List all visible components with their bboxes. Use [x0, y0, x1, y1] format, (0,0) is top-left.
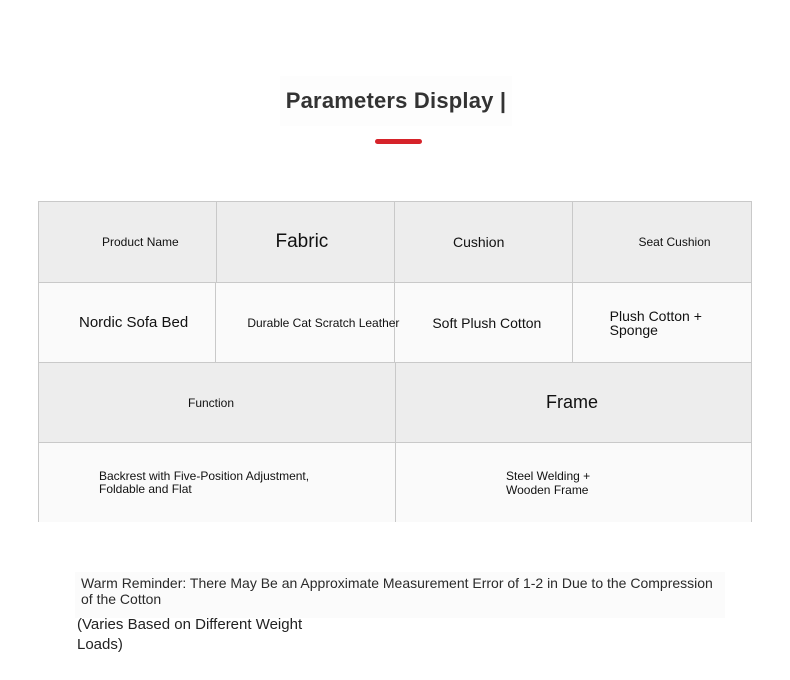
table-row: [39, 282, 751, 362]
weight-variance-note: (Varies Based on Different Weight Loads): [77, 616, 303, 653]
table-header-cell: [217, 202, 396, 282]
product-name-value: Nordic Sofa Bed: [79, 314, 189, 331]
table-header-cell: [395, 202, 573, 282]
page-title: Parameters Display |: [285, 88, 507, 113]
table-header-cell: [39, 202, 217, 282]
function-label: Function: [188, 395, 235, 410]
table-header-cell: [39, 363, 396, 442]
table-cell: [39, 443, 396, 522]
function-value: Backrest with Five-Position Adjustment, Foldable and Flat: [99, 468, 310, 496]
title-container: [280, 76, 512, 126]
product-name-label: Product Name: [102, 235, 179, 249]
table-header-cell: [396, 363, 751, 442]
fabric-label: Fabric: [275, 231, 329, 252]
table-row: [39, 362, 751, 442]
table-row: [39, 442, 751, 522]
title-underline: [375, 139, 422, 144]
cushion-value: Soft Plush Cotton: [432, 314, 542, 331]
seat-cushion-value: Plush Cotton + Sponge: [609, 307, 702, 338]
parameters-table: [38, 201, 752, 522]
table-cell: [396, 443, 751, 522]
warm-reminder-text: Warm Reminder: There May Be an Approximate Measurement Error of 1-2 in Due to the Compression of the Cotton: [75, 572, 725, 618]
frame-label: Frame: [546, 392, 599, 412]
table-row: [39, 202, 751, 282]
table-header-cell: [573, 202, 752, 282]
fabric-value: Durable Cat Scratch Leather: [247, 315, 400, 330]
table-cell: [573, 283, 751, 362]
table-cell: [216, 283, 400, 362]
seat-cushion-label: Seat Cushion: [638, 235, 711, 249]
table-cell: [395, 283, 572, 362]
cushion-label: Cushion: [453, 234, 505, 250]
frame-value: Steel Welding + Wooden Frame: [506, 468, 591, 497]
table-cell: [39, 283, 216, 362]
